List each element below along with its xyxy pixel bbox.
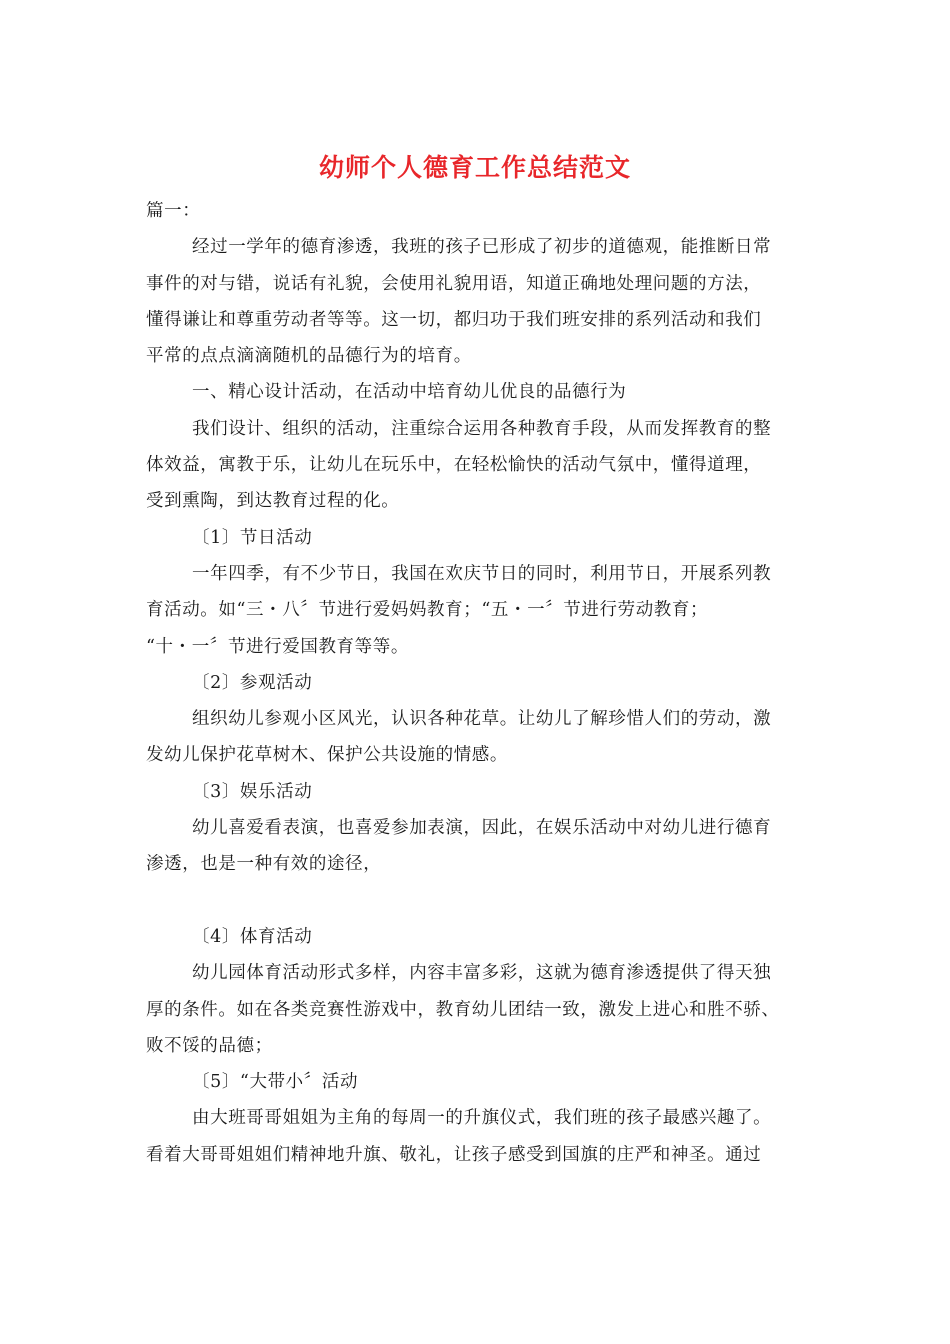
document-title: 幼师个人德育工作总结范文 bbox=[318, 153, 631, 182]
paragraph-line: 幼儿喜爱看表演，也喜爱参加表演，因此，在娱乐活动中对幼儿进行德育 bbox=[192, 818, 772, 839]
blank-line bbox=[146, 883, 808, 919]
paragraph-line: 平常的点点滴滴随机的品德行为的培育。 bbox=[146, 346, 472, 367]
subsection-heading: 〔3〕娱乐活动 bbox=[192, 781, 313, 802]
paragraph-line: 体效益，寓教于乐，让幼儿在玩乐中，在轻松愉快的活动气氛中，懂得道理， bbox=[146, 455, 762, 476]
section-label: 篇一： bbox=[146, 201, 201, 221]
paragraph-line: 事件的对与错，说话有礼貌，会使用礼貌用语，知道正确地处理问题的方法， bbox=[146, 273, 762, 294]
paragraph-line: 幼儿园体育活动形式多样，内容丰富多彩，这就为德育渗透提供了得天独 bbox=[192, 963, 772, 984]
paragraph-line: 一年四季，有不少节日，我国在欢庆节日的同时，利用节日，开展系列教 bbox=[192, 563, 772, 584]
paragraph-line: 我们设计、组织的活动，注重综合运用各种教育手段，从而发挥教育的整 bbox=[192, 418, 772, 439]
paragraph-line: 由大班哥哥姐姐为主角的每周一的升旗仪式，我们班的孩子最感兴趣了。 bbox=[192, 1108, 772, 1129]
paragraph-line: 育活动。如“三・八〞节进行爱妈妈教育；“五・一〞节进行劳动教育； bbox=[146, 600, 709, 621]
paragraph-line: 发幼儿保护花草树木、保护公共设施的情感。 bbox=[146, 745, 508, 766]
paragraph-line: 厚的条件。如在各类竞赛性游戏中，教育幼儿团结一致，激发上进心和胜不骄、 bbox=[146, 999, 780, 1020]
section-heading: 一、精心设计活动，在活动中培育幼儿优良的品德行为 bbox=[192, 382, 627, 403]
subsection-heading: 〔2〕参观活动 bbox=[192, 672, 313, 693]
paragraph-line: “十・一〞节进行爱国教育等等。 bbox=[146, 636, 409, 657]
subsection-heading: 〔1〕节日活动 bbox=[192, 527, 313, 548]
paragraph-line: 经过一学年的德育渗透，我班的孩子已形成了初步的道德观，能推断日常 bbox=[192, 237, 772, 258]
paragraph-line: 组织幼儿参观小区风光，认识各种花草。让幼儿了解珍惜人们的劳动，激 bbox=[192, 709, 772, 730]
document-body bbox=[146, 193, 808, 1173]
paragraph-line: 懂得谦让和尊重劳动者等等。这一切，都归功于我们班安排的系列活动和我们 bbox=[146, 309, 762, 330]
paragraph-line: 败不馁的品德； bbox=[146, 1035, 273, 1056]
subsection-heading: 〔5〕“大带小〞活动 bbox=[192, 1072, 359, 1093]
paragraph-line: 看着大哥哥姐姐们精神地升旗、敬礼，让孩子感受到国旗的庄严和神圣。通过 bbox=[146, 1144, 762, 1165]
paragraph-line: 受到熏陶，到达教育过程的化。 bbox=[146, 491, 400, 512]
paragraph-line: 渗透，也是一种有效的途径， bbox=[146, 854, 382, 875]
subsection-heading: 〔4〕体育活动 bbox=[192, 926, 313, 947]
